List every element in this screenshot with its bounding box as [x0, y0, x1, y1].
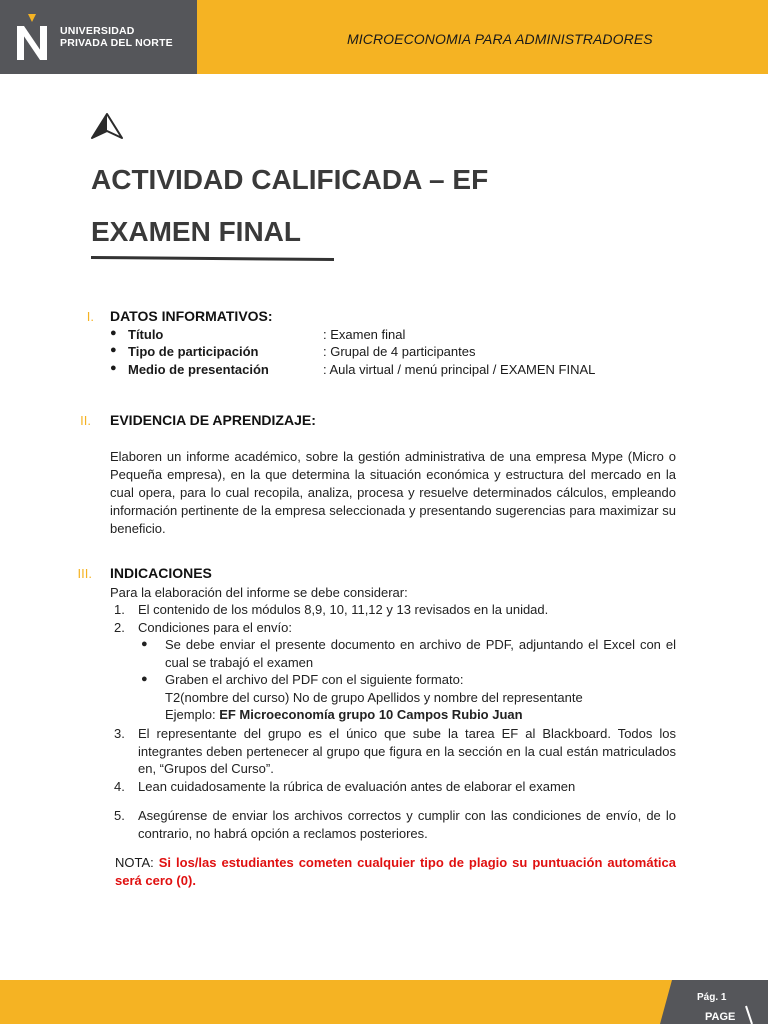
page-number-label: Pág. 1: [697, 992, 727, 1003]
list-number: 3.: [114, 726, 125, 741]
list-number: 4.: [114, 779, 125, 794]
bullet-icon: ●: [110, 327, 117, 339]
note-paragraph: [115, 854, 676, 889]
info-label: Medio de presentación: [128, 362, 269, 377]
course-title: MICROECONOMIA PARA ADMINISTRADORES: [347, 31, 653, 47]
sub-line: Graben el archivo del PDF con el siguiente formato:: [165, 672, 464, 687]
page-word: PAGE: [705, 1011, 736, 1023]
list-number: 5.: [114, 808, 125, 823]
document-subtitle: EXAMEN FINAL: [91, 216, 301, 247]
example-label: Ejemplo:: [165, 707, 220, 722]
logo-line-1: UNIVERSIDAD: [60, 25, 135, 37]
list-number: 2.: [114, 620, 125, 635]
bullet-icon: ●: [141, 638, 148, 650]
info-value: : Aula virtual / menú principal / EXAMEN FINAL: [323, 362, 596, 377]
info-label: Tipo de participación: [128, 344, 259, 359]
note-warning: Si los/las estudiantes cometen cualquier tipo de plagio su puntuación automática será cero (0).: [115, 855, 676, 888]
list-text: Condiciones para el envío:: [138, 620, 292, 635]
list-number: 1.: [114, 602, 125, 617]
section-2-title: EVIDENCIA DE APRENDIZAJE:: [110, 412, 316, 428]
bullet-icon: ●: [141, 673, 148, 685]
bullet-icon: ●: [110, 344, 117, 356]
document-title: ACTIVIDAD CALIFICADA – EF: [91, 164, 489, 195]
sub-text: Se debe enviar el presente documento en archivo de PDF, adjuntando el Excel con el cual se trabajó el examen: [165, 637, 676, 670]
indications-intro: Para la elaboración del informe se debe considerar:: [110, 585, 408, 600]
bullet-icon: ●: [110, 362, 117, 374]
info-value: : Examen final: [323, 327, 406, 342]
info-label: Título: [128, 327, 164, 342]
list-text: El contenido de los módulos 8,9, 10, 11,12 y 13 revisados en la unidad.: [138, 602, 549, 617]
sub-line: T2(nombre del curso) No de grupo Apellidos y nombre del representante: [165, 689, 583, 705]
sub-text: [165, 671, 676, 724]
logo-line-2: PRIVADA DEL NORTE: [60, 37, 173, 49]
page-footer: [0, 980, 768, 1024]
section-3-title: INDICACIONES: [110, 565, 212, 581]
navigation-arrow-icon: [90, 112, 124, 142]
university-logo: [0, 0, 197, 74]
section-3-number: III.: [77, 566, 92, 581]
logo-text: [60, 25, 173, 49]
upn-logo-icon: [14, 14, 50, 62]
section-1-title: DATOS INFORMATIVOS:: [110, 308, 273, 324]
note-label: NOTA:: [115, 855, 159, 870]
list-text: Asegúrense de enviar los archivos correctos y cumplir con las condiciones de envío, de lo contrario, no habrá opción a reclamos posteriores.: [138, 808, 676, 841]
section-2-number: II.: [80, 413, 91, 428]
example-value: EF Microeconomía grupo 10 Campos Rubio Juan: [219, 707, 523, 722]
info-value: : Grupal de 4 participantes: [323, 344, 476, 359]
list-text: Lean cuidadosamente la rúbrica de evaluación antes de elaborar el examen: [138, 779, 576, 794]
title-underline: [91, 255, 334, 261]
evidence-paragraph: Elaboren un informe académico, sobre la gestión administrativa de una empresa Mype (Micro o Pequeña empresa), en la que determina la situación económica y estructura del mercado en la cual opera, para lo cual recopila, analiza, procesa y resuelve determinados cálculos, empleando información pertinente de la empresa seleccionada y presentando sugerencias para maximizar su beneficio.: [110, 449, 676, 536]
list-text: El representante del grupo es el único que sube la tarea EF al Blackboard. Todos los integrantes deben pertenecer al grupo que figura en la sección en la cual están matriculados en, “Grupos del Curso”.: [138, 726, 676, 776]
section-1-number: I.: [86, 309, 94, 324]
